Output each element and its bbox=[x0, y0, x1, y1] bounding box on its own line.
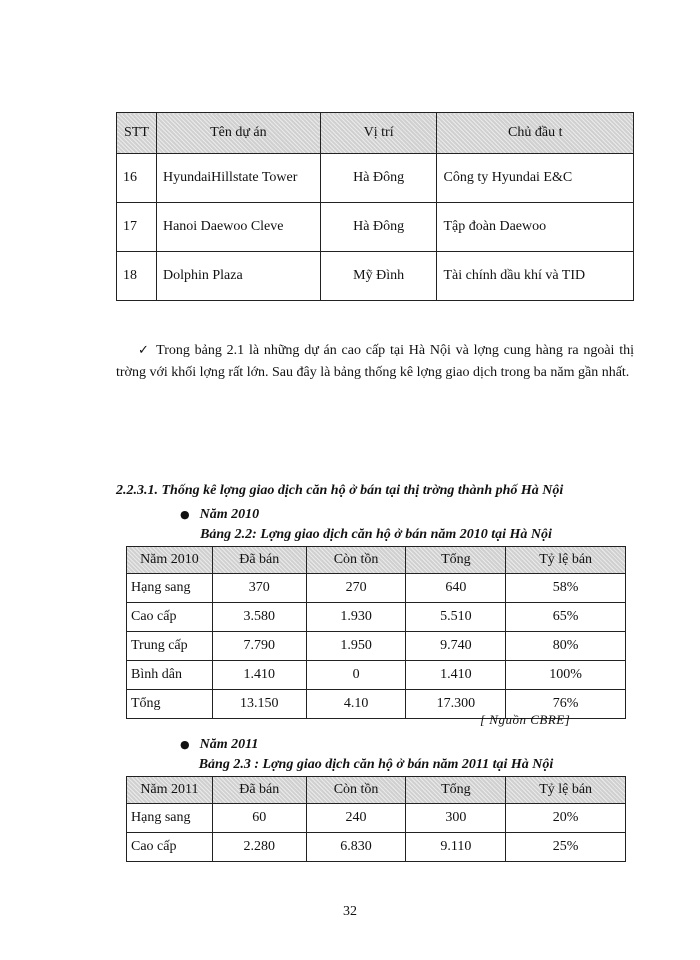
table-row bbox=[127, 833, 626, 862]
table-cell: 9.740 bbox=[406, 632, 506, 661]
bullet-year-2010: ● Năm 2010 bbox=[180, 507, 260, 522]
table-cell: 9.110 bbox=[406, 833, 506, 862]
table-cell: Hà Đông bbox=[320, 203, 437, 252]
header-cell: Tổng bbox=[406, 547, 506, 574]
table-cell: 65% bbox=[506, 603, 626, 632]
table-cell: HyundaiHillstate Tower bbox=[156, 154, 320, 203]
bullet-icon: ● bbox=[180, 508, 190, 521]
table-cell: Công ty Hyundai E&C bbox=[437, 154, 634, 203]
table-row bbox=[117, 154, 634, 203]
table-cell: 80% bbox=[506, 632, 626, 661]
table-row bbox=[117, 203, 634, 252]
table-cell: 240 bbox=[306, 804, 406, 833]
table-cell: 370 bbox=[212, 574, 306, 603]
table-cell: Tài chính dầu khí và TID bbox=[437, 252, 634, 301]
table-cell: 7.790 bbox=[212, 632, 306, 661]
table-row bbox=[117, 252, 634, 301]
table-cell: Mỹ Đình bbox=[320, 252, 437, 301]
header-cell: Tỷ lệ bán bbox=[506, 547, 626, 574]
table-row bbox=[127, 804, 626, 833]
table-cell: 60 bbox=[212, 804, 306, 833]
header-cell: Đã bán bbox=[212, 777, 306, 804]
header-cell: Còn tồn bbox=[306, 547, 406, 574]
table-cell: Dolphin Plaza bbox=[156, 252, 320, 301]
table-cell: 20% bbox=[506, 804, 626, 833]
table-cell: 6.830 bbox=[306, 833, 406, 862]
table-cell: Bình dân bbox=[127, 661, 213, 690]
bullet-icon: ● bbox=[180, 738, 190, 751]
table-caption-2010: Bảng 2.2: Lợng giao dịch căn hộ ở bán năm 2010 tại Hà Nội bbox=[200, 527, 552, 542]
header-cell: STT bbox=[117, 113, 157, 154]
table-cell: 0 bbox=[306, 661, 406, 690]
body-paragraph: ✓ Trong bảng 2.1 là những dự án cao cấp tại Hà Nội và lợng cung hàng ra ngoài thị trờng với khối lợng rất lớn. Sau đây là bảng thống kê lợng giao dịch trong ba năm gần nhất. bbox=[116, 343, 634, 380]
sales-table-2010 bbox=[126, 546, 626, 719]
table-cell: Tập đoàn Daewoo bbox=[437, 203, 634, 252]
projects-table bbox=[116, 112, 634, 301]
table-cell: 1.950 bbox=[306, 632, 406, 661]
table-cell: Trung cấp bbox=[127, 632, 213, 661]
table-header-row bbox=[127, 547, 626, 574]
table-cell: Hạng sang bbox=[127, 574, 213, 603]
table-cell: 1.930 bbox=[306, 603, 406, 632]
table-cell: 3.580 bbox=[212, 603, 306, 632]
table-cell: 13.150 bbox=[212, 690, 306, 719]
table-cell: 640 bbox=[406, 574, 506, 603]
table-row bbox=[127, 632, 626, 661]
checkmark-icon: ✓ bbox=[138, 343, 151, 358]
table-row bbox=[127, 661, 626, 690]
table-cell: 76% bbox=[506, 690, 626, 719]
table-cell: Cao cấp bbox=[127, 833, 213, 862]
header-cell: Vị trí bbox=[320, 113, 437, 154]
table-cell: 2.280 bbox=[212, 833, 306, 862]
table-row bbox=[127, 574, 626, 603]
table-cell: Cao cấp bbox=[127, 603, 213, 632]
table-row bbox=[127, 603, 626, 632]
table-cell: Hà Đông bbox=[320, 154, 437, 203]
table-cell: 5.510 bbox=[406, 603, 506, 632]
table-cell: 16 bbox=[117, 154, 157, 203]
table-cell: 270 bbox=[306, 574, 406, 603]
table-caption-2011: Bảng 2.3 : Lợng giao dịch căn hộ ở bán năm 2011 tại Hà Nội bbox=[198, 757, 554, 772]
header-cell: Tên dự án bbox=[156, 113, 320, 154]
table-cell: 17 bbox=[117, 203, 157, 252]
table-cell: 18 bbox=[117, 252, 157, 301]
table-cell: Hạng sang bbox=[127, 804, 213, 833]
sales-table-2011 bbox=[126, 776, 626, 862]
header-cell: Còn tồn bbox=[306, 777, 406, 804]
header-cell: Tỷ lệ bán bbox=[506, 777, 626, 804]
table-header-row bbox=[117, 113, 634, 154]
table-cell: 1.410 bbox=[212, 661, 306, 690]
header-cell: Đã bán bbox=[212, 547, 306, 574]
header-cell: Năm 2010 bbox=[127, 547, 213, 574]
page-number: 32 bbox=[343, 904, 357, 919]
table-cell: Hanoi Daewoo Cleve bbox=[156, 203, 320, 252]
header-cell: Chủ đầu t bbox=[437, 113, 634, 154]
table-header-row bbox=[127, 777, 626, 804]
source-note: [ Nguồn CBRE] bbox=[480, 712, 571, 727]
table-cell: 1.410 bbox=[406, 661, 506, 690]
table-cell: 25% bbox=[506, 833, 626, 862]
header-cell: Năm 2011 bbox=[127, 777, 213, 804]
table-cell: 100% bbox=[506, 661, 626, 690]
section-heading: 2.2.3.1. Thống kê lợng giao dịch căn hộ ở bán tại thị trờng thành phố Hà Nội bbox=[116, 483, 564, 498]
table-cell: 300 bbox=[406, 804, 506, 833]
table-cell: 17.300 bbox=[406, 690, 506, 719]
header-cell: Tổng bbox=[406, 777, 506, 804]
table-cell: 4.10 bbox=[306, 690, 406, 719]
table-cell: Tổng bbox=[127, 690, 213, 719]
table-cell: 58% bbox=[506, 574, 626, 603]
bullet-year-2011: ● Năm 2011 bbox=[180, 737, 259, 752]
